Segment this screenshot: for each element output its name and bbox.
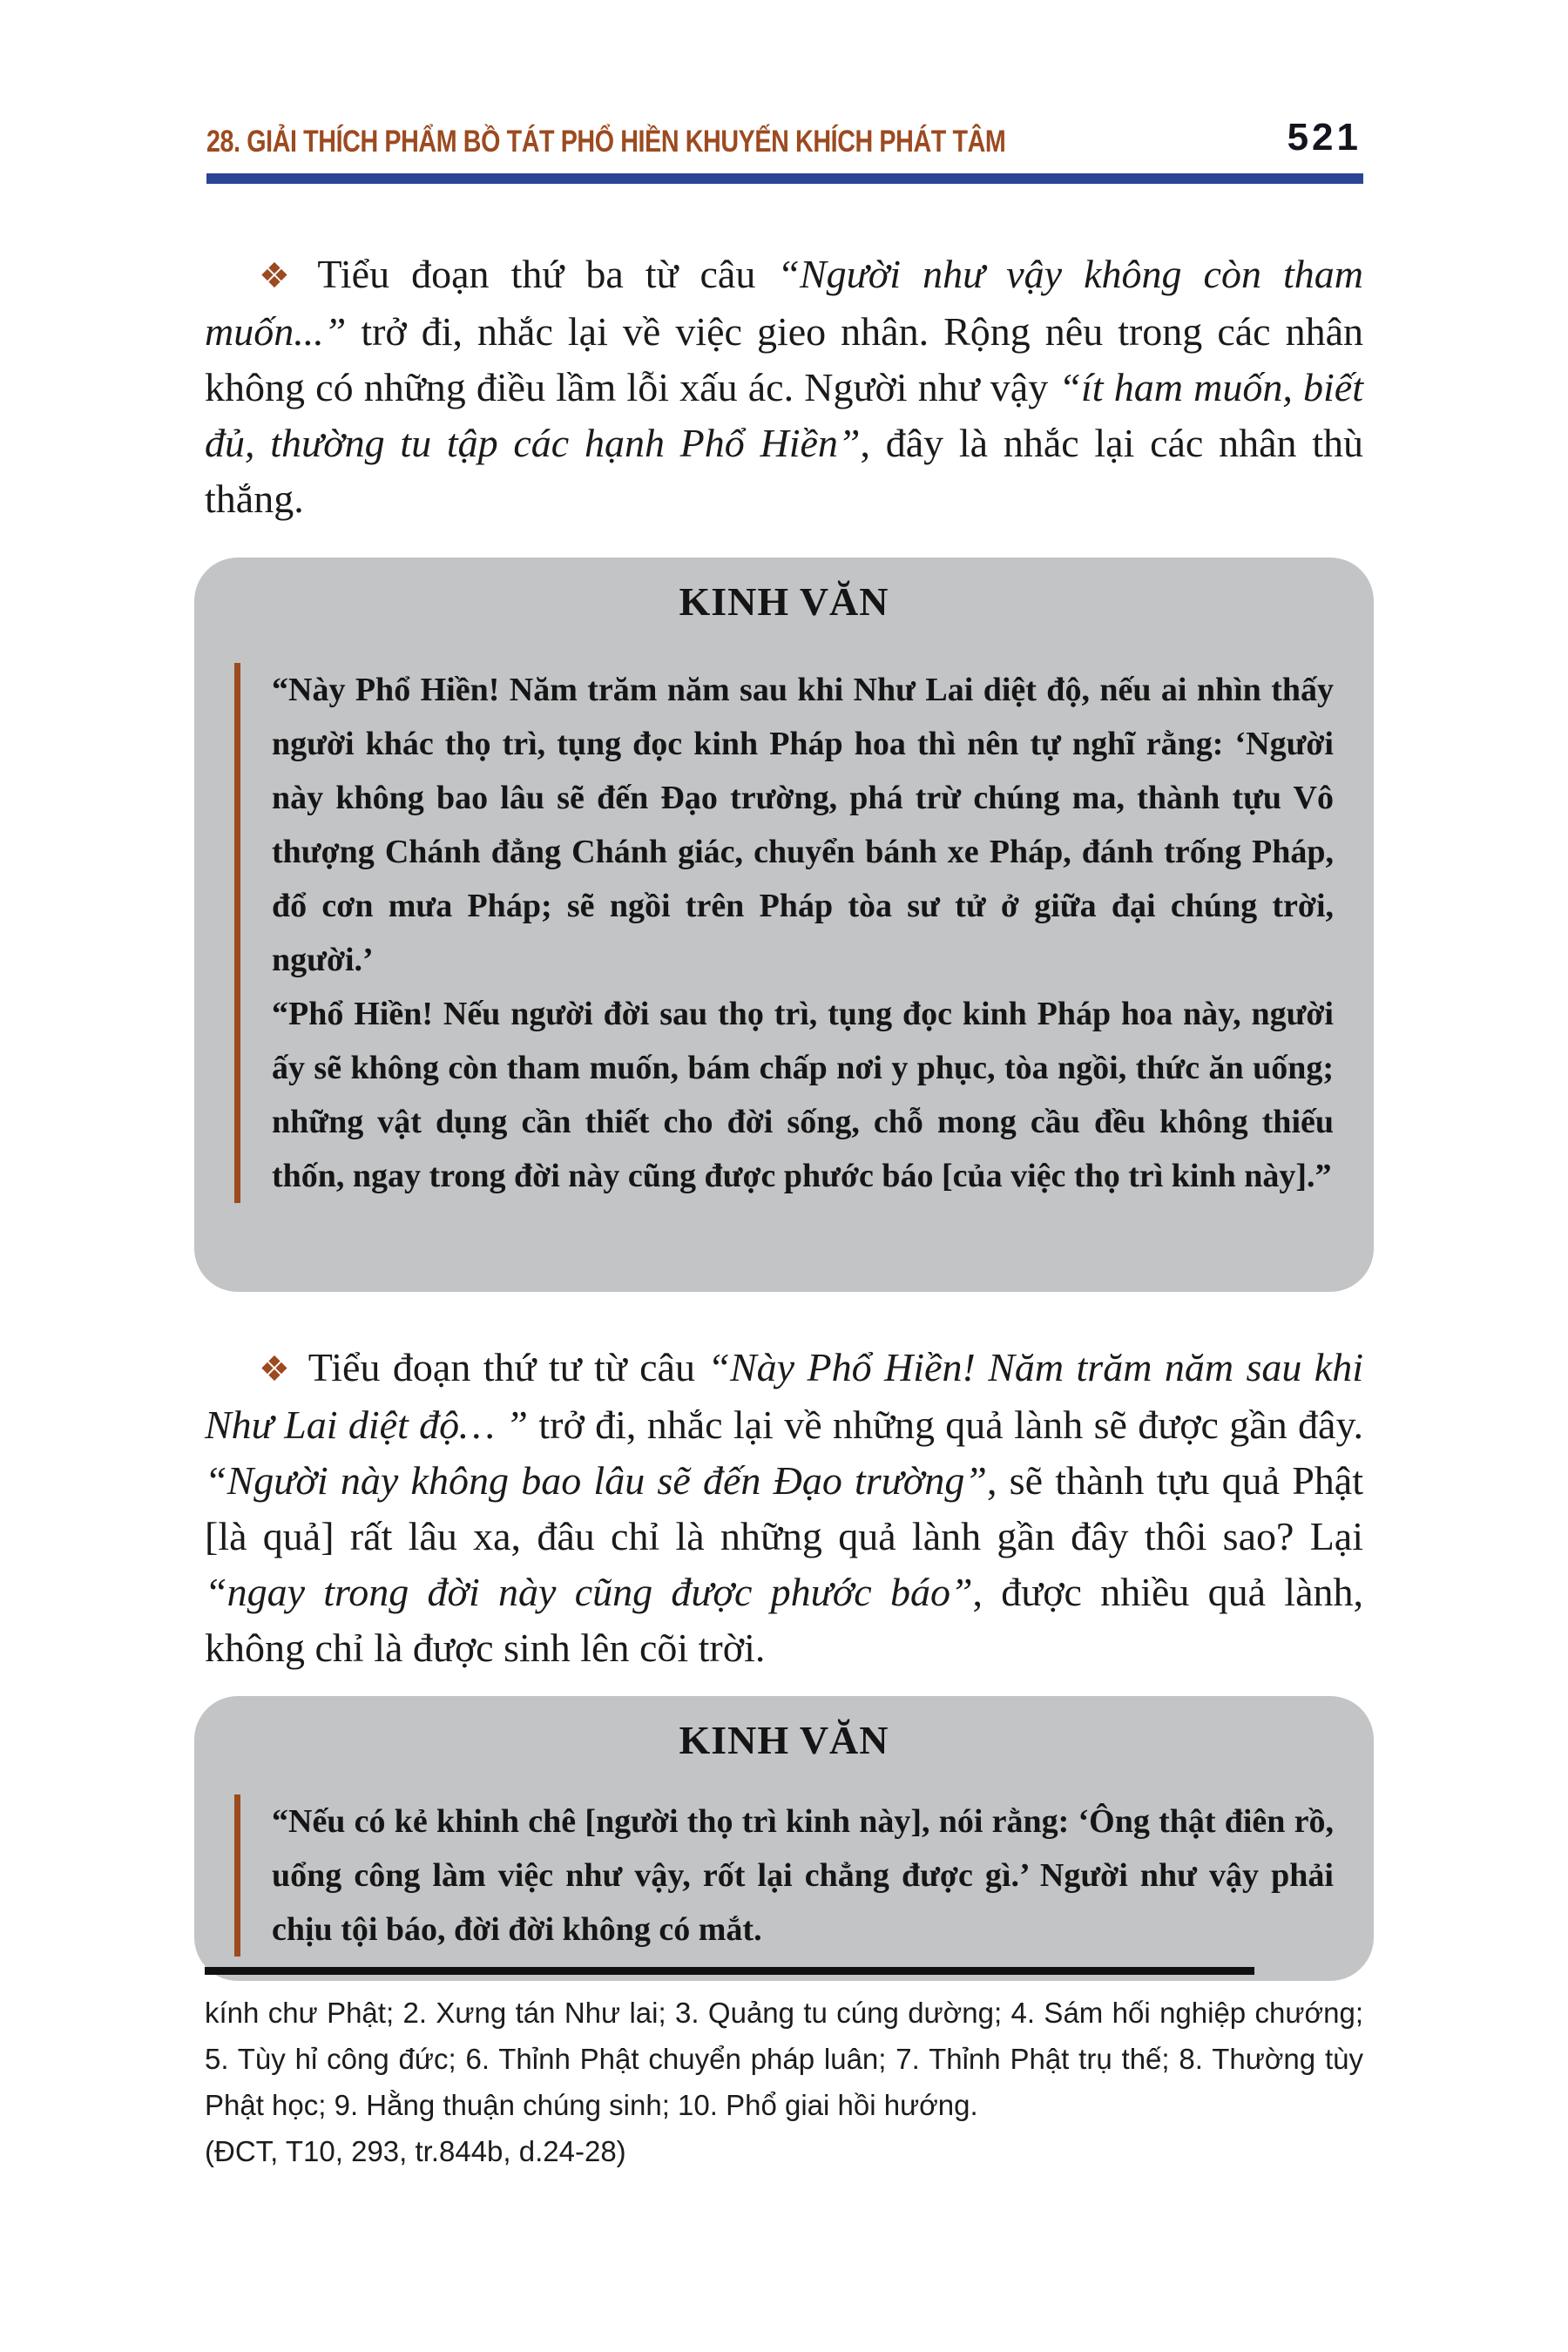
sutra-quote-2-paragraph-1: “Nếu có kẻ khinh chê [người thọ trì kinh này], nói rằng: ‘Ông thật điên rồ, uổng công làm việc như vậy, rốt lại chẳng được gì.’ Người như vậy phải chịu tội báo, đời đời không có mắt.	[272, 1803, 1334, 1948]
chapter-running-head: 28. GIẢI THÍCH PHẨM BỒ TÁT PHỔ HIỀN KHUYẾN KHÍCH PHÁT TÂM	[206, 125, 1006, 159]
diamond-ornament-icon: ❖	[259, 1349, 293, 1389]
kinh-van-box-2	[194, 1696, 1374, 1981]
sutra-quote-block-2	[234, 1794, 1334, 1957]
footnote-separator-rule	[205, 1967, 1254, 1975]
footnote-citation: (ĐCT, T10, 293, tr.844b, d.24-28)	[205, 2135, 626, 2167]
footnote	[205, 1990, 1363, 2174]
kinh-van-box-1	[194, 558, 1374, 1292]
commentary-paragraph-2	[205, 1340, 1363, 1676]
kinh-van-title-1: KINH VĂN	[679, 579, 889, 624]
sutra-quote-block-1	[234, 663, 1334, 1203]
paragraph-1-text: Tiểu đoạn thứ ba từ câu “Người như vậy không còn tham muốn...” trở đi, nhắc lại về việc gieo nhân. Rộng nêu trong các nhân không có những điều lầm lỗi xấu ác. Người như vậy “ít ham muốn, biết đủ, thường tu tập các hạnh Phổ Hiền”, đây là nhắc lại các nhân thù thắng.	[205, 252, 1364, 521]
header-rule	[206, 173, 1363, 184]
sutra-quote-1-paragraph-2: “Phổ Hiền! Nếu người đời sau thọ trì, tụng đọc kinh Pháp hoa này, người ấy sẽ không còn tham muốn, bám chấp nơi y phục, tòa ngồi, thức ăn uống; những vật dụng cần thiết cho đời sống, chỗ mong cầu đều không thiếu thốn, ngay trong đời này cũng được phước báo [của việc thọ trì kinh này].”	[272, 996, 1334, 1194]
page-number: 521	[1287, 116, 1362, 159]
sutra-quote-1-paragraph-1: “Này Phổ Hiền! Năm trăm năm sau khi Như Lai diệt độ, nếu ai nhìn thấy người khác thọ trì, tụng đọc kinh Pháp hoa thì nên tự nghĩ rằng: ‘Người này không bao lâu sẽ đến Đạo trường, phá trừ chúng ma, thành tựu Vô thượng Chánh đẳng Chánh giác, chuyển bánh xe Pháp, đánh trống Pháp, đổ cơn mưa Pháp; sẽ ngồi trên Pháp tòa sư tử ở giữa đại chúng trời, người.’	[272, 672, 1334, 978]
paragraph-2-text: Tiểu đoạn thứ tư từ câu “Này Phổ Hiền! Năm trăm năm sau khi Như Lai diệt độ… ” trở đi, nhắc lại về những quả lành sẽ được gần đây. “Người này không bao lâu sẽ đến Đạo trường”, sẽ thành tựu quả Phật [là quả] rất lâu xa, đâu chỉ là những quả lành gần đây thôi sao? Lại “ngay trong đời này cũng được phước báo”, được nhiều quả lành, không chỉ là được sinh lên cõi trời.	[205, 1345, 1364, 1670]
commentary-paragraph-1	[205, 247, 1363, 527]
diamond-ornament-icon: ❖	[259, 256, 302, 296]
kinh-van-title-2: KINH VĂN	[679, 1718, 889, 1762]
footnote-text: kính chư Phật; 2. Xưng tán Như lai; 3. Quảng tu cúng dường; 4. Sám hối nghiệp chướng; 5. Tùy hỉ công đức; 6. Thỉnh Phật chuyển pháp luân; 7. Thỉnh Phật trụ thế; 8. Thường tùy Phật học; 9. Hằng thuận chúng sinh; 10. Phổ giai hồi hướng.	[205, 1997, 1363, 2121]
